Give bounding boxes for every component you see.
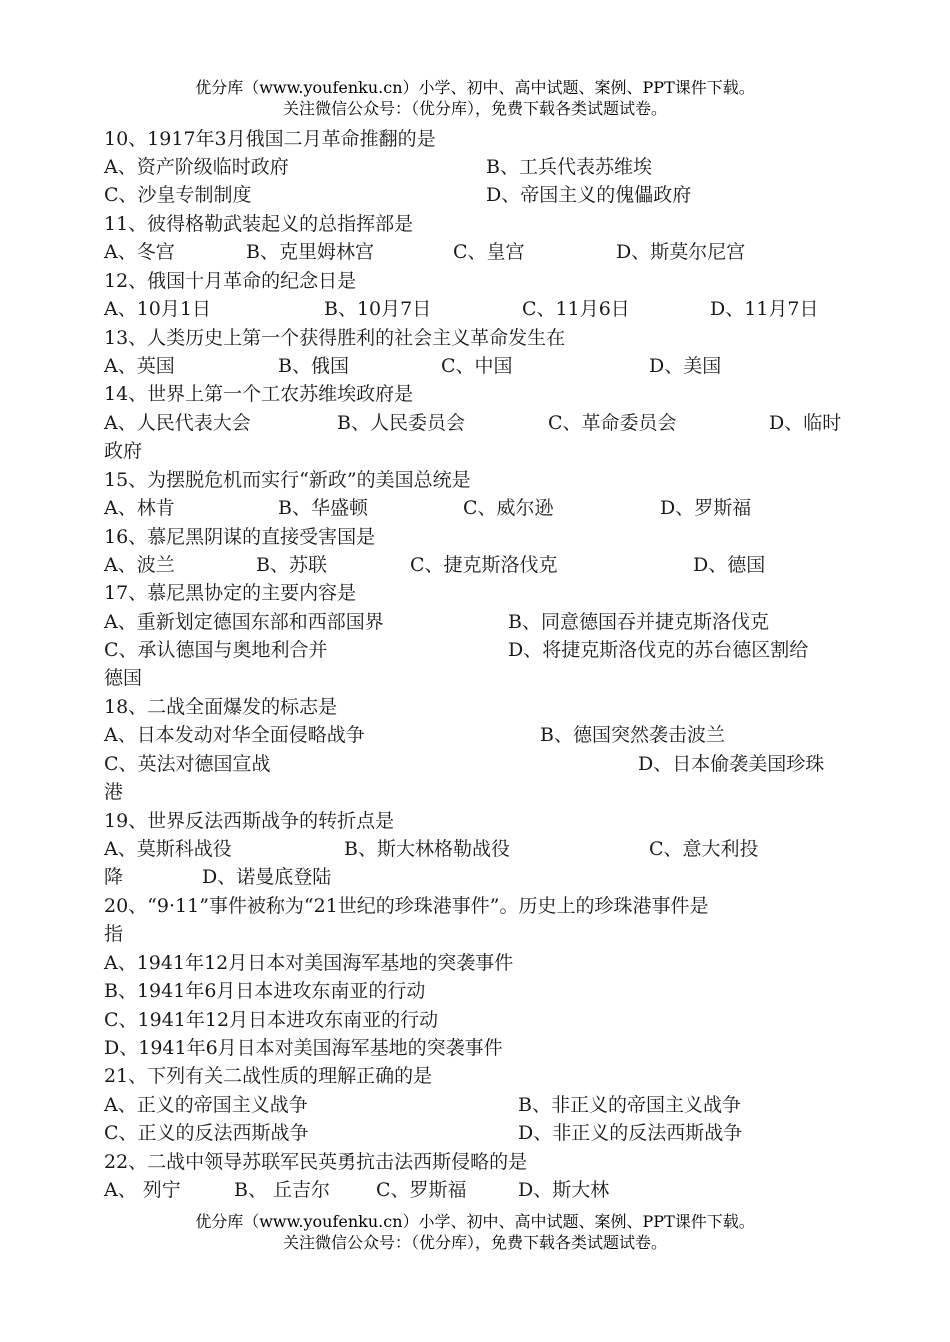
question-15-stem: 15、为摆脱危机而实行“新政”的美国总统是	[104, 469, 471, 491]
question-14-option-c: C、革命委员会	[548, 412, 677, 434]
question-21-stem: 21、下列有关二战性质的理解正确的是	[104, 1065, 433, 1087]
question-10-option-a: A、资产阶级临时政府	[104, 156, 289, 178]
question-20-stem: 20、“9·11”事件被称为“21世纪的珍珠港事件”。历史上的珍珠港事件是	[104, 895, 709, 917]
question-21-option-b: B、非正义的帝国主义战争	[518, 1094, 741, 1116]
question-16-option-c: C、捷克斯洛伐克	[410, 554, 558, 576]
question-13-stem: 13、人类历史上第一个获得胜利的社会主义革命发生在	[104, 327, 566, 349]
question-12-option-b: B、10月7日	[324, 298, 432, 320]
question-18-option-b: B、德国突然袭击波兰	[540, 724, 725, 746]
question-19-option-c: C、意大利投	[649, 838, 759, 860]
question-17-stem: 17、慕尼黑协定的主要内容是	[104, 582, 357, 604]
question-15-option-d: D、罗斯福	[660, 497, 752, 519]
question-20-option-b: B、1941年6月日本进攻东南亚的行动	[104, 980, 426, 1002]
question-20-option-a: A、1941年12月日本对美国海军基地的突袭事件	[104, 952, 514, 974]
question-21-option-c: C、正义的反法西斯战争	[104, 1122, 309, 1144]
question-17-option-d-wrap: 德国	[104, 667, 143, 689]
question-10-stem: 10、1917年3月俄国二月革命推翻的是	[104, 128, 436, 150]
question-15-option-a: A、林肯	[104, 497, 175, 519]
question-21-option-d: D、非正义的反法西斯战争	[518, 1122, 743, 1144]
question-20-option-d: D、1941年6月日本对美国海军基地的突袭事件	[104, 1037, 503, 1059]
question-18-option-c: C、英法对德国宣战	[104, 753, 271, 775]
footer-line-1: 优分库（www.youfenku.cn）小学、初中、高中试题、案例、PPT课件下载。	[195, 1212, 755, 1231]
header-line-1: 优分库（www.youfenku.cn）小学、初中、高中试题、案例、PPT课件下载。	[195, 78, 755, 97]
question-11-option-a: A、冬宫	[104, 241, 175, 263]
question-11-option-c: C、皇宫	[453, 241, 525, 263]
question-19-option-c-wrap: 降	[104, 866, 124, 888]
question-17-option-d: D、将捷克斯洛伐克的苏台德区割给	[508, 639, 809, 661]
question-15-option-c: C、威尔逊	[463, 497, 554, 519]
question-14-option-d-wrap: 政府	[104, 440, 143, 462]
question-18-option-d: D、日本偷袭美国珍珠	[638, 753, 825, 775]
question-20-stem-wrap: 指	[104, 923, 124, 945]
question-10-option-d: D、帝国主义的傀儡政府	[486, 184, 692, 206]
question-18-option-d-wrap: 港	[104, 781, 124, 803]
question-11-stem: 11、彼得格勒武装起义的总指挥部是	[104, 213, 414, 235]
question-17-option-a: A、重新划定德国东部和西部国界	[104, 611, 384, 633]
question-13-option-d: D、美国	[649, 355, 722, 377]
question-13-option-c: C、中国	[441, 355, 513, 377]
question-16-stem: 16、慕尼黑阴谋的直接受害国是	[104, 526, 376, 548]
question-13-option-a: A、英国	[104, 355, 175, 377]
question-15-option-b: B、华盛顿	[278, 497, 368, 519]
question-12-option-c: C、11月6日	[522, 298, 630, 320]
question-10-option-b: B、工兵代表苏维埃	[486, 156, 652, 178]
question-22-stem: 22、二战中领导苏联军民英勇抗击法西斯侵略的是	[104, 1151, 528, 1173]
question-18-stem: 18、二战全面爆发的标志是	[104, 696, 338, 718]
question-22-option-a: A、 列宁	[104, 1179, 181, 1201]
question-22-option-d: D、斯大林	[518, 1179, 610, 1201]
question-11-option-d: D、斯莫尔尼宫	[616, 241, 746, 263]
question-14-option-d: D、临时	[769, 412, 842, 434]
question-19-option-b: B、斯大林格勒战役	[344, 838, 510, 860]
question-12-option-d: D、11月7日	[710, 298, 819, 320]
question-13-option-b: B、俄国	[278, 355, 349, 377]
question-18-option-a: A、日本发动对华全面侵略战争	[104, 724, 365, 746]
question-19-option-d: D、诺曼底登陆	[202, 866, 332, 888]
question-14-option-a: A、人民代表大会	[104, 412, 251, 434]
question-12-option-a: A、10月1日	[104, 298, 211, 320]
question-16-option-d: D、德国	[693, 554, 766, 576]
footer-line-2: 关注微信公众号：（优分库），免费下载各类试题试卷。	[282, 1233, 667, 1252]
question-14-stem: 14、世界上第一个工农苏维埃政府是	[104, 383, 414, 405]
question-22-option-c: C、罗斯福	[376, 1179, 467, 1201]
question-20-option-c: C、1941年12月日本进攻东南亚的行动	[104, 1009, 439, 1031]
question-19-option-a: A、莫斯科战役	[104, 838, 232, 860]
question-19-stem: 19、世界反法西斯战争的转折点是	[104, 810, 395, 832]
question-14-option-b: B、人民委员会	[337, 412, 465, 434]
question-16-option-a: A、波兰	[104, 554, 175, 576]
question-16-option-b: B、苏联	[256, 554, 327, 576]
question-22-option-b: B、 丘吉尔	[234, 1179, 331, 1201]
question-11-option-b: B、克里姆林宫	[246, 241, 374, 263]
question-12-stem: 12、俄国十月革命的纪念日是	[104, 270, 357, 292]
question-21-option-a: A、正义的帝国主义战争	[104, 1094, 308, 1116]
question-17-option-b: B、同意德国吞并捷克斯洛伐克	[508, 611, 769, 633]
question-10-option-c: C、沙皇专制制度	[104, 184, 252, 206]
question-17-option-c: C、承认德国与奥地利合并	[104, 639, 328, 661]
header-line-2: 关注微信公众号：（优分库），免费下载各类试题试卷。	[282, 99, 667, 118]
